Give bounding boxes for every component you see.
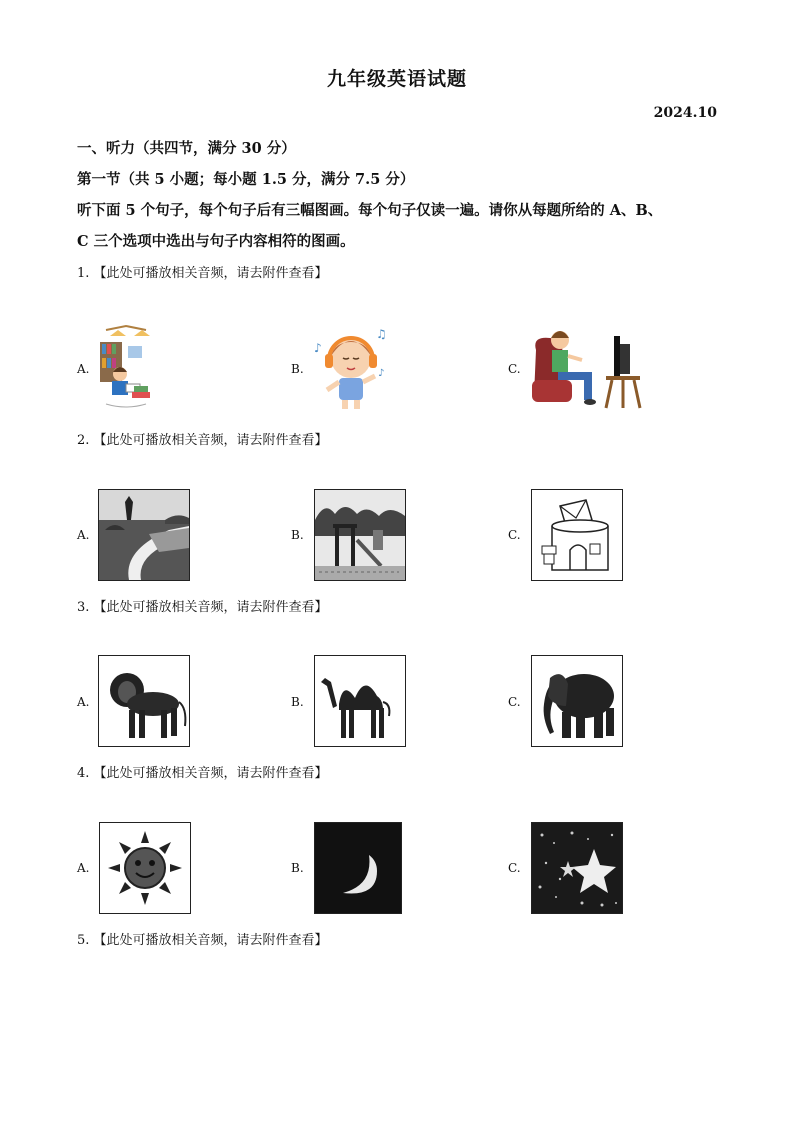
boy-watching-tv-picture[interactable] bbox=[528, 322, 644, 412]
playground-picture[interactable] bbox=[314, 489, 406, 581]
elephant-picture[interactable] bbox=[531, 655, 623, 747]
page-title: 九年级英语试题 bbox=[326, 68, 467, 90]
q3-option-c-label: C. bbox=[508, 695, 521, 709]
svg-text:♪: ♪ bbox=[378, 368, 385, 379]
q4-option-b-label: B. bbox=[291, 861, 304, 875]
exam-date: 2024.10 bbox=[653, 105, 717, 121]
instruction-line-2: C 三个选项中选出与句子内容相符的图画。 bbox=[77, 233, 355, 250]
svg-text:♫: ♫ bbox=[376, 327, 387, 341]
question-1-label: 1. 【此处可播放相关音频，请去附件查看】 bbox=[77, 266, 328, 281]
q4-option-c-label: C. bbox=[508, 861, 521, 875]
q3-option-a-label: A. bbox=[77, 695, 90, 709]
svg-text:♪: ♪ bbox=[314, 341, 322, 355]
q2-option-b-label: B. bbox=[291, 528, 304, 542]
question-3-label: 3. 【此处可播放相关音频，请去附件查看】 bbox=[77, 600, 328, 615]
post-office-picture[interactable] bbox=[531, 489, 623, 581]
lion-picture[interactable] bbox=[98, 655, 190, 747]
question-2-label: 2. 【此处可播放相关音频，请去附件查看】 bbox=[77, 433, 328, 448]
question-5-label: 5. 【此处可播放相关音频，请去附件查看】 bbox=[77, 933, 328, 948]
camel-picture[interactable] bbox=[314, 655, 406, 747]
instruction-line-1: 听下面 5 个句子，每个句子后有三幅图画。每个句子仅读一遍。请你从每题所给的 A、B、 bbox=[77, 202, 663, 219]
q2-option-a-label: A. bbox=[77, 528, 90, 542]
q4-option-a-label: A. bbox=[77, 861, 90, 875]
section-heading: 一、听力（共四节，满分 30 分） bbox=[77, 140, 296, 157]
q1-option-c-label: C. bbox=[508, 362, 521, 376]
girl-listening-music-picture[interactable] bbox=[312, 324, 390, 410]
question-4-label: 4. 【此处可播放相关音频，请去附件查看】 bbox=[77, 766, 328, 781]
river-path-picture[interactable] bbox=[98, 489, 190, 581]
sun-picture[interactable] bbox=[99, 822, 191, 914]
q2-option-c-label: C. bbox=[508, 528, 521, 542]
moon-picture[interactable] bbox=[314, 822, 402, 914]
q1-option-b-label: B. bbox=[291, 362, 304, 376]
boy-reading-books-picture[interactable] bbox=[96, 322, 156, 412]
stars-picture[interactable] bbox=[531, 822, 623, 914]
q1-option-a-label: A. bbox=[77, 362, 90, 376]
part-heading: 第一节（共 5 小题；每小题 1.5 分，满分 7.5 分） bbox=[77, 171, 415, 188]
q3-option-b-label: B. bbox=[291, 695, 304, 709]
